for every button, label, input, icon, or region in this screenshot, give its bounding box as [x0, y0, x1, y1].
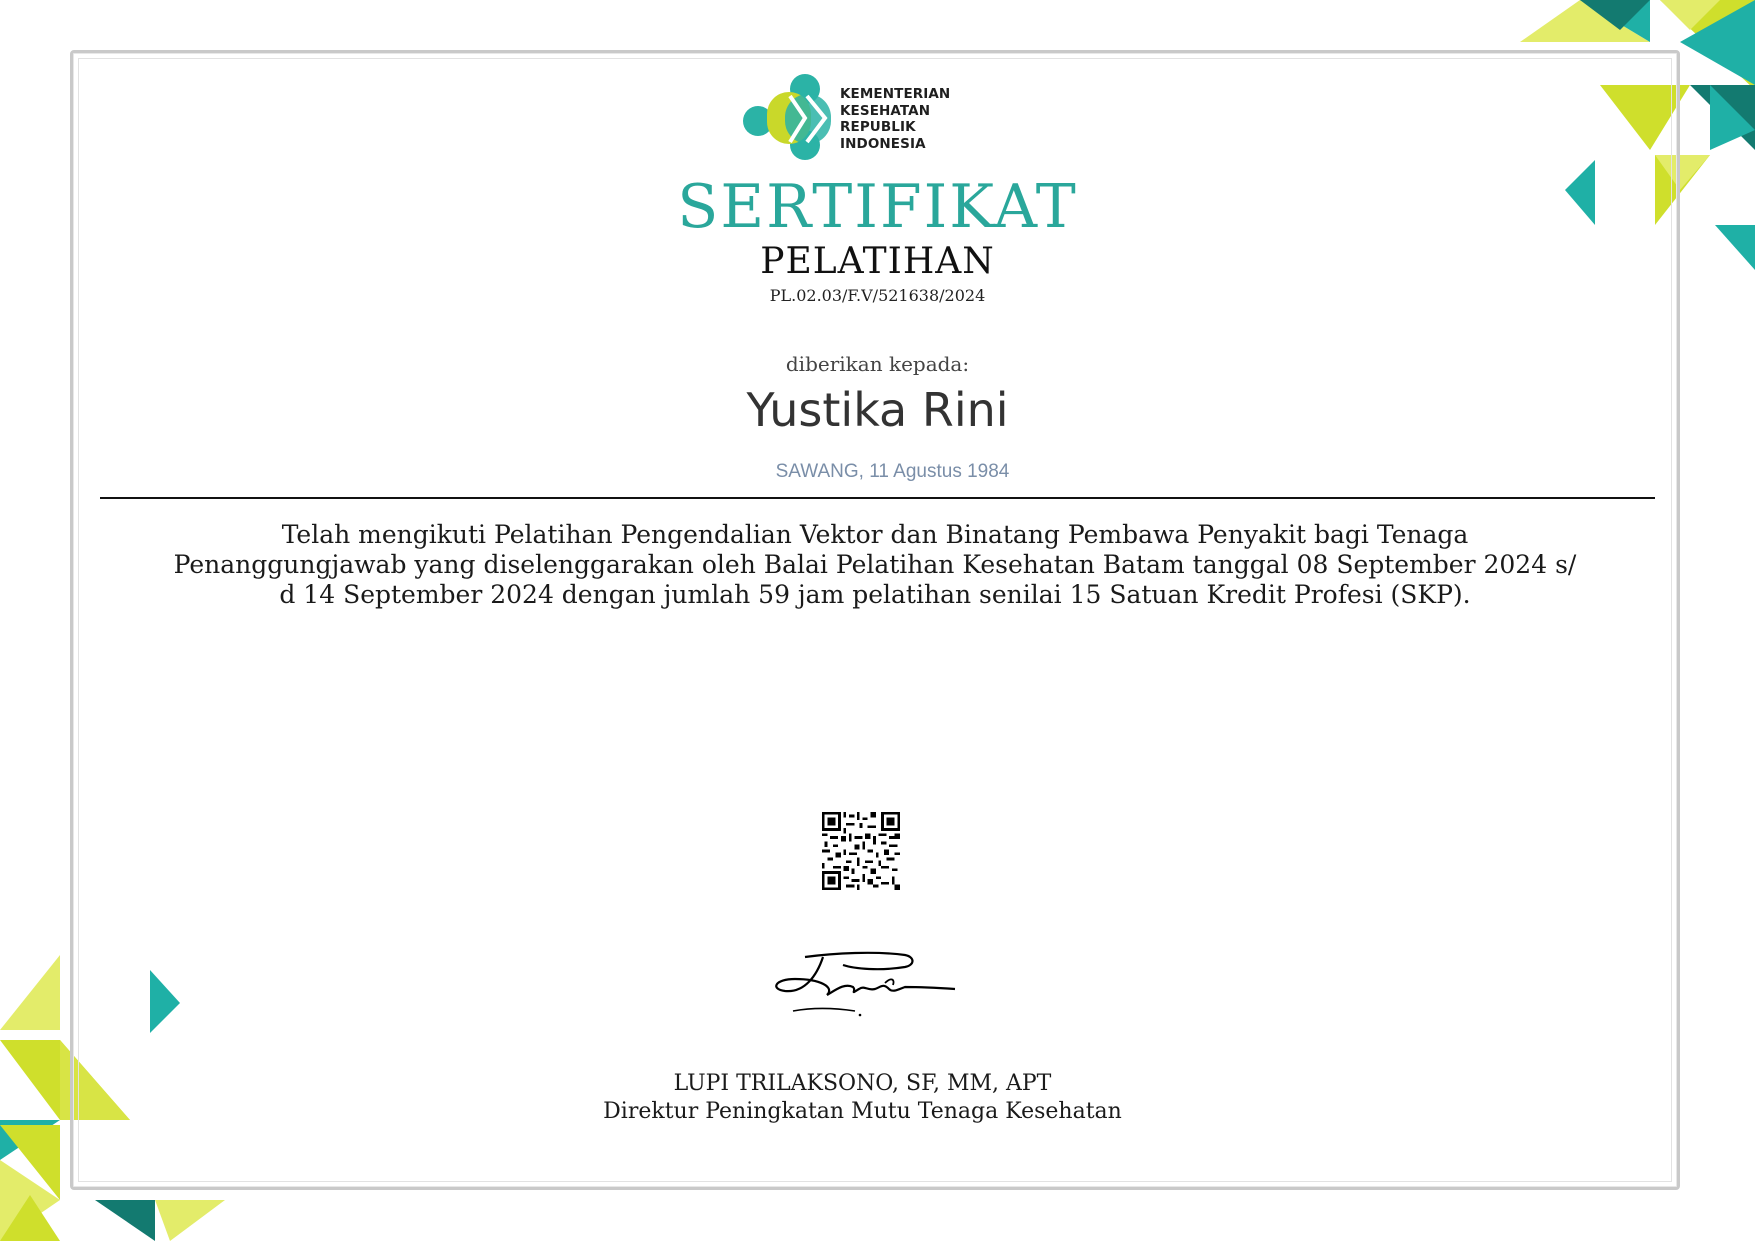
recipient-name: Yustika Rini	[746, 383, 1009, 437]
recipient-birth-info: SAWANG, 11 Agustus 1984	[775, 461, 1010, 482]
certificate-description	[160, 520, 1590, 610]
description-line: d 14 September 2024 dengan jumlah 59 jam pelatihan senilai 15 Satuan Kredit Profesi (SKP).	[279, 580, 1471, 609]
logo-line: REPUBLIK	[840, 119, 916, 135]
logo-line: INDONESIA	[840, 135, 926, 152]
certificate-number: PL.02.03/F.V/521638/2024	[769, 286, 986, 305]
signer-title: Direktur Peningkatan Mutu Tenaga Kesehatan	[603, 1099, 1122, 1124]
signer-name: LUPI TRILAKSONO, SF, MM, APT	[673, 1071, 1052, 1096]
certificate-title: SERTIFIKAT	[677, 172, 1078, 242]
description-line: Telah mengikuti Pelatihan Pengendalian Vektor dan Binatang Pembawa Penyakit bagi Tenaga	[281, 520, 1469, 549]
signature-icon	[765, 945, 960, 1020]
signer-block	[0, 1070, 1725, 1126]
divider-line	[100, 497, 1655, 499]
given-to-label: diberikan kepada:	[785, 352, 970, 376]
logo-line: KESEHATAN	[840, 102, 931, 119]
certificate-subtitle: PELATIHAN	[760, 241, 995, 282]
logo-line: KEMENTERIAN	[840, 86, 951, 102]
qr-code-icon	[822, 812, 900, 890]
description-line: Penanggungjawab yang diselenggarakan oleh Balai Pelatihan Kesehatan Batam tanggal 08 September 2024 s/	[173, 550, 1577, 579]
ministry-logo-text	[840, 86, 950, 152]
